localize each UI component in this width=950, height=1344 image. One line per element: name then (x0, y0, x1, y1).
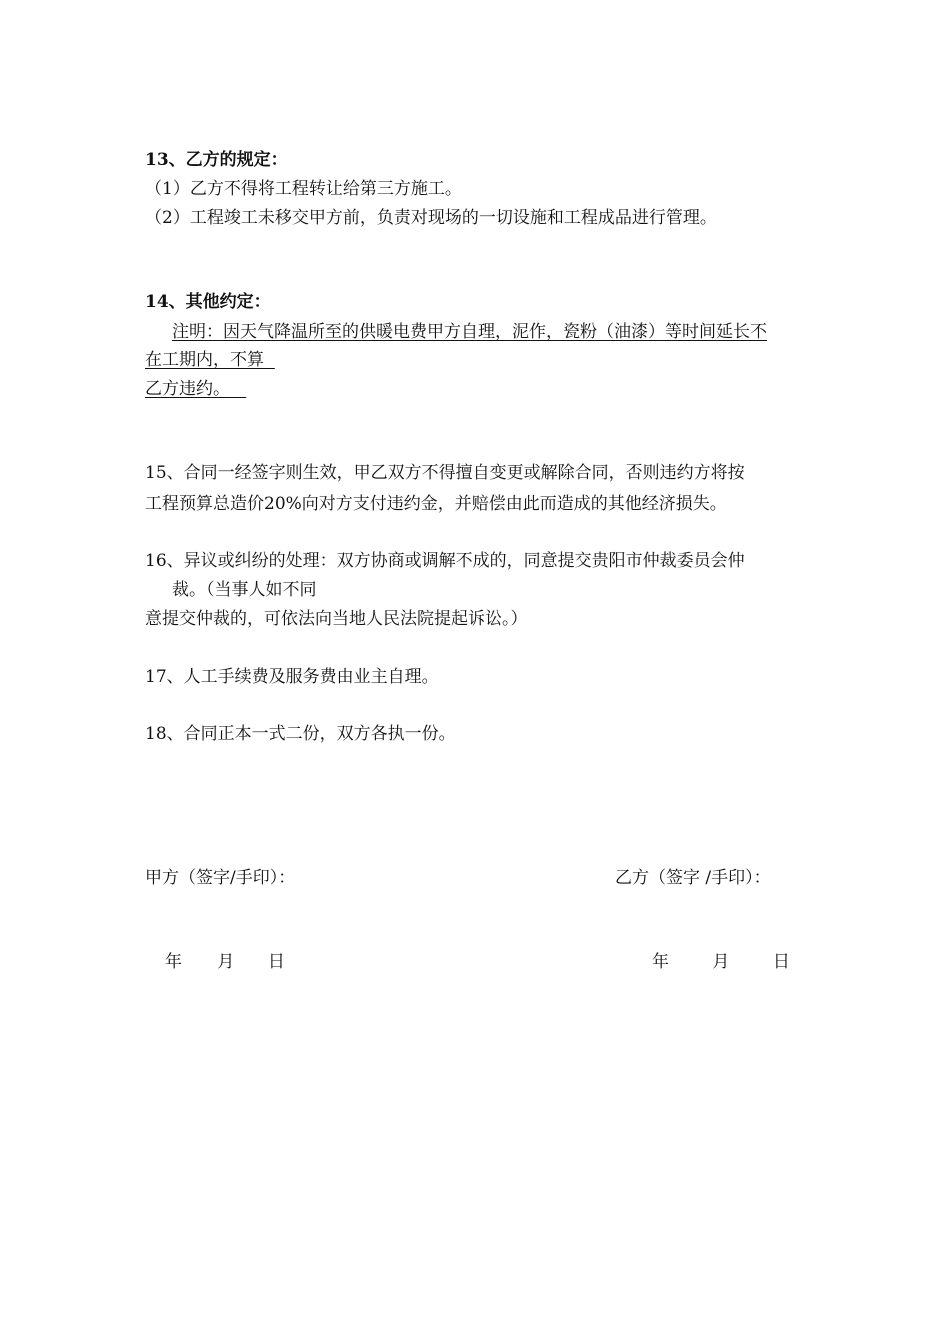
section-16-line-2: 裁。（当事人如不同 (172, 580, 317, 600)
party-a-date-day: 日 (267, 952, 285, 972)
party-b-date (652, 950, 790, 974)
note-text-3: 乙方违约。 (145, 379, 230, 399)
party-b-date-month: 月 (712, 952, 730, 972)
party-a-signature-label: 甲方（签字/手印）： (145, 868, 296, 888)
section-16-line-3: 意提交仲裁的，可依法向当地人民法院提起诉讼。） (145, 609, 528, 629)
party-a-date-year: 年 (165, 952, 182, 972)
section-14-note-line-1 (172, 320, 767, 344)
note-text-1: 注明：因天气降温所至的供暖电费甲方自理，泥作，瓷粉（油漆）等时间延长不 (172, 322, 767, 342)
section-14-note-line-2 (145, 348, 275, 372)
section-17-text: 17、人工手续费及服务费由业主自理。 (145, 667, 439, 687)
party-b-signature-label: 乙方（签字 /手印）： (615, 868, 771, 888)
section-13-item-1: （1）乙方不得将工程转让给第三方施工。 (145, 179, 462, 199)
section-16-line-1: 16、异议或纠纷的处理：双方协商或调解不成的，同意提交贵阳市仲裁委员会仲 (145, 551, 745, 571)
section-13-heading: 13、乙方的规定： (145, 150, 288, 170)
section-18-text: 18、合同正本一式二份，双方各执一份。 (145, 724, 456, 744)
note-text-2: 在工期内，不算 (145, 350, 264, 370)
party-a-date-month: 月 (217, 952, 235, 972)
section-15-line-1: 15、合同一经签字则生效，甲乙双方不得擅自变更或解除合同，否则违约方将按 (145, 463, 745, 483)
section-14-note-line-3 (145, 377, 246, 401)
party-b-date-day: 日 (772, 952, 790, 972)
section-15-line-2: 工程预算总造价20%向对方支付违约金，并赔偿由此而造成的其他经济损失。 (145, 494, 727, 514)
party-b-date-year: 年 (652, 952, 669, 972)
section-13-item-2: （2）工程竣工未移交甲方前，负责对现场的一切设施和工程成品进行管理。 (145, 208, 717, 228)
party-a-date (165, 950, 285, 974)
section-14-heading: 14、其他约定： (145, 292, 271, 312)
